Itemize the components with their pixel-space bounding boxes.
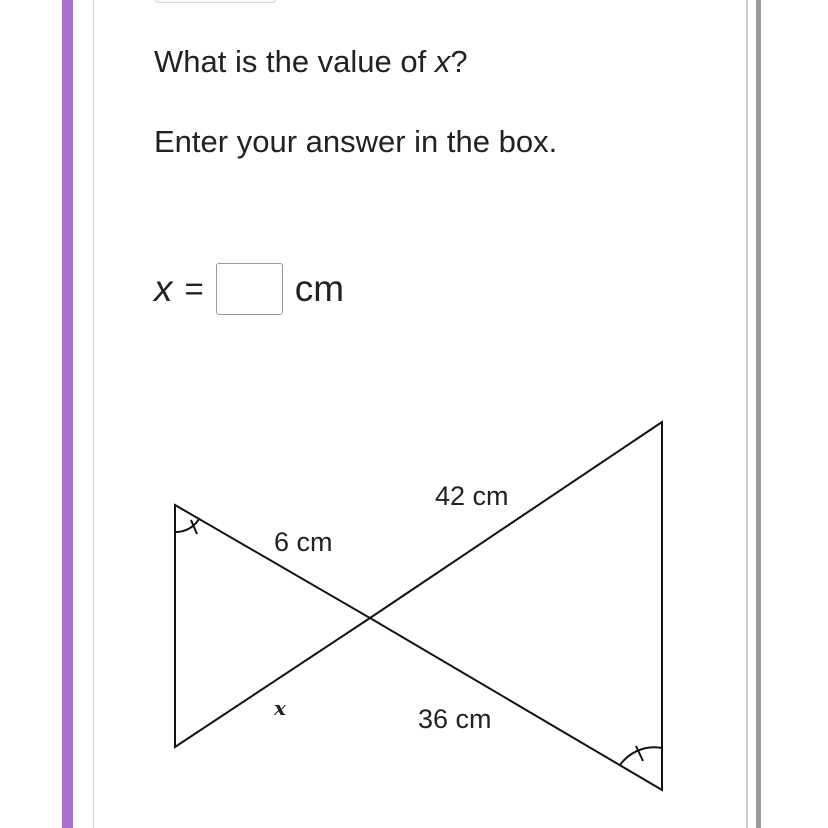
equals-sign: =	[184, 270, 204, 307]
question-prefix: What is the value of	[154, 44, 435, 79]
label-6cm: 6 cm	[274, 527, 333, 557]
label-36cm: 36 cm	[418, 704, 492, 734]
left-triangle	[175, 505, 370, 747]
question-suffix: ?	[450, 44, 468, 79]
right-triangle	[370, 422, 662, 790]
answer-unit: cm	[294, 268, 345, 309]
answer-variable: x	[154, 268, 173, 309]
instruction-text: Enter your answer in the box.	[154, 124, 558, 159]
label-42cm: 42 cm	[435, 481, 509, 511]
question-variable: x	[434, 44, 451, 79]
label-x: x	[274, 696, 286, 720]
